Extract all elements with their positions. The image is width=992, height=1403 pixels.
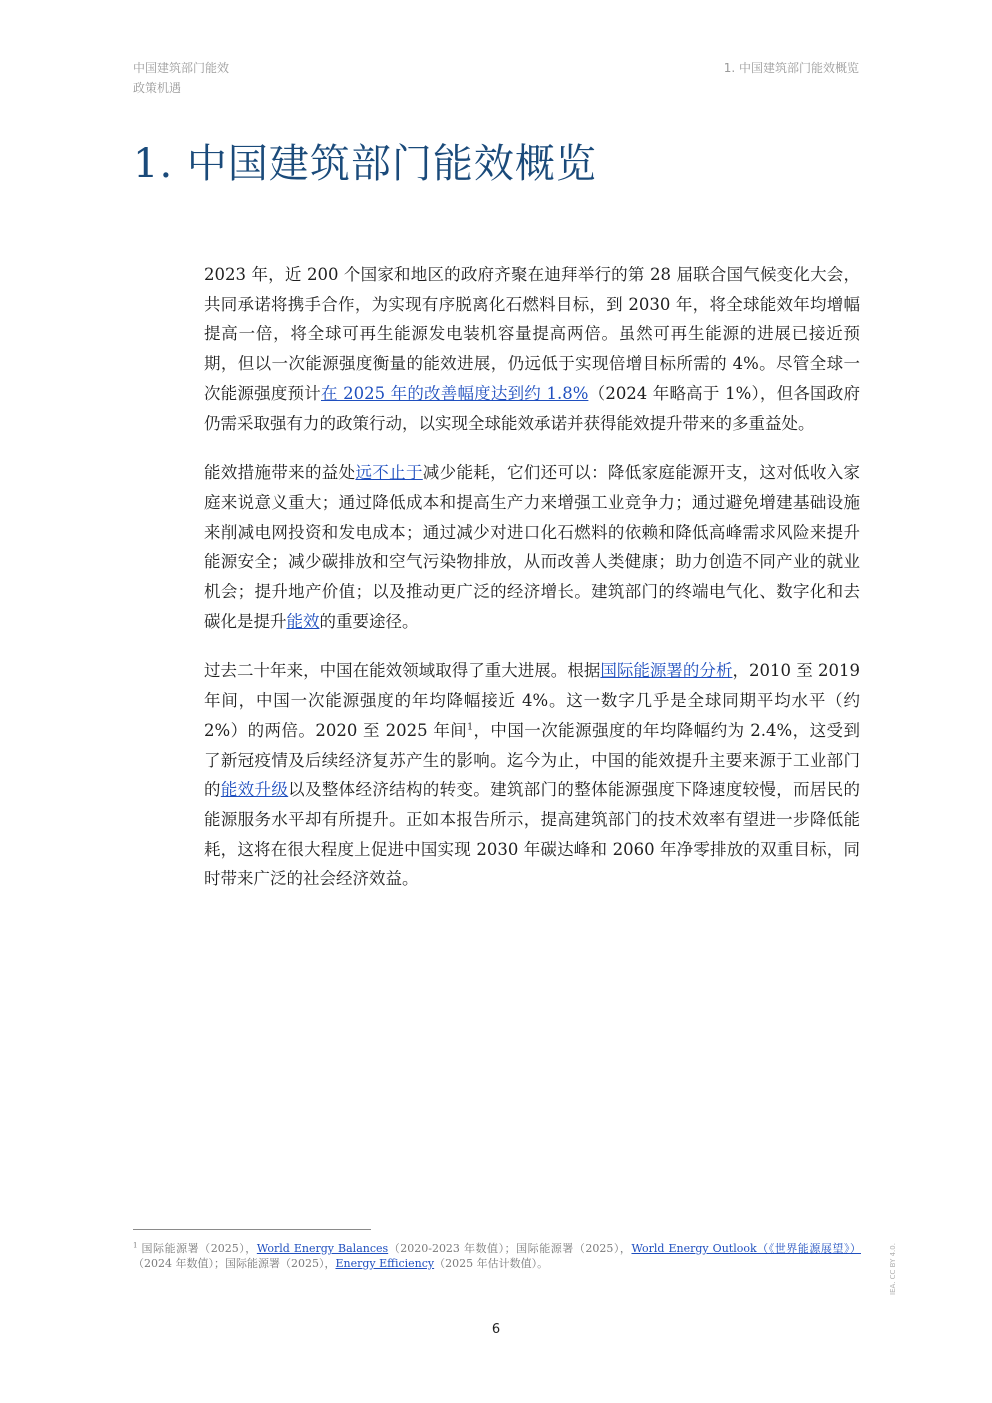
link-efficiency-upgrade[interactable]: 能效升级 bbox=[220, 780, 289, 800]
p1-text-1: 2023 年，近 200 个国家和地区的政府齐聚在迪拜举行的第 28 届联合国气候变化大会，共同承诺将携手合作，为实现有序脱离化石燃料目标，到 2030 年，将全球能效年均增幅提高一倍，将全球可再生能源发电装机容量提高两倍。虽然可再生能源的进展已接近预期，但以一次能源强度衡量的能效进展，仍远低于实现倍增目标所需的 4%。尽管全球一次能源强度预计 bbox=[204, 265, 860, 403]
p2-text-1: 能效措施带来的益处 bbox=[204, 463, 356, 483]
page-number: 6 bbox=[491, 1322, 501, 1337]
footnote-divider bbox=[133, 1229, 371, 1230]
footnote bbox=[133, 1241, 861, 1271]
paragraph-2 bbox=[204, 458, 860, 636]
link-world-energy-outlook[interactable]: World Energy Outlook（《世界能源展望》） bbox=[631, 1242, 861, 1255]
running-header-left bbox=[133, 58, 229, 98]
p3-text-2: ，2010 至 2019 年间，中国一次能源强度的年均降幅接近 4%。这一数字几乎是全球同期平均水平（约 2%）的两倍。2020 至 2025 年间 bbox=[204, 661, 860, 740]
footnote-number: 1 bbox=[133, 1241, 138, 1250]
footnote-text-3: （2024 年数值）；国际能源署（2025）， bbox=[133, 1257, 336, 1270]
paragraph-1 bbox=[204, 260, 860, 438]
body-text bbox=[204, 260, 860, 914]
footnote-reference[interactable]: 1 bbox=[467, 722, 473, 733]
p3-text-1: 过去二十年来，中国在能效领域取得了重大进展。根据 bbox=[204, 661, 601, 681]
link-iea-analysis[interactable]: 国际能源署的分析 bbox=[600, 661, 733, 681]
running-header-chapter: 1. 中国建筑部门能效概览 bbox=[723, 61, 859, 75]
page-title: 1. 中国建筑部门能效概览 bbox=[133, 141, 597, 187]
link-energy-efficiency[interactable]: 能效 bbox=[286, 611, 320, 631]
p2-text-3: 的重要途径。 bbox=[319, 611, 419, 631]
p1-text-2: （2024 年略高于 1%），但各国政府仍需采取强有力的政策行动，以实现全球能效承诺并获得能效提升带来的多重益处。 bbox=[204, 383, 860, 433]
p3-text-4: 以及整体经济结构的转变。建筑部门的整体能源强度下降速度较慢，而居民的能源服务水平却有所提升。正如本报告所示，提高建筑部门的技术效率有望进一步降低能耗，这将在很大程度上促进中国实现 2030 年碳达峰和 2060 年净零排放的双重目标，同时带来广泛的社会经济效益。 bbox=[204, 780, 861, 889]
link-world-energy-balances[interactable]: World Energy Balances bbox=[256, 1242, 389, 1255]
footnote-text-1: 国际能源署（2025）， bbox=[137, 1242, 257, 1255]
license-notice: IEA. CC BY 4.0. bbox=[889, 1243, 897, 1295]
footnote-text-4: （2025 年估计数值）。 bbox=[434, 1257, 549, 1270]
paragraph-3 bbox=[204, 656, 860, 894]
link-beyond[interactable]: 远不止于 bbox=[355, 463, 423, 483]
header-report-title-line2: 政策机遇 bbox=[133, 81, 182, 95]
link-energy-efficiency-report[interactable]: Energy Efficiency bbox=[335, 1257, 435, 1270]
p2-text-2: 减少能耗，它们还可以：降低家庭能源开支，这对低收入家庭来说意义重大；通过降低成本和提高生产力来增强工业竞争力；通过避免增建基础设施来削减电网投资和发电成本；通过减少对进口化石燃料的依赖和降低高峰需求风险来提升能源安全；减少碳排放和空气污染物排放，从而改善人类健康；助力创造不同产业的就业机会；提升地产价值；以及推动更广泛的经济增长。建筑部门的终端电气化、数字化和去碳化是提升 bbox=[204, 463, 861, 631]
header-report-title-line1: 中国建筑部门能效 bbox=[133, 61, 230, 75]
p3-text-3: ，中国一次能源强度的年均降幅约为 2.4%，这受到了新冠疫情及后续经济复苏产生的影响。迄今为止，中国的能效提升主要来源于工业部门的 bbox=[204, 720, 860, 800]
footnote-text-2: （2020-2023 年数值）；国际能源署（2025）， bbox=[388, 1242, 632, 1255]
link-improvement-2025[interactable]: 在 2025 年的改善幅度达到约 1.8% bbox=[320, 383, 589, 403]
